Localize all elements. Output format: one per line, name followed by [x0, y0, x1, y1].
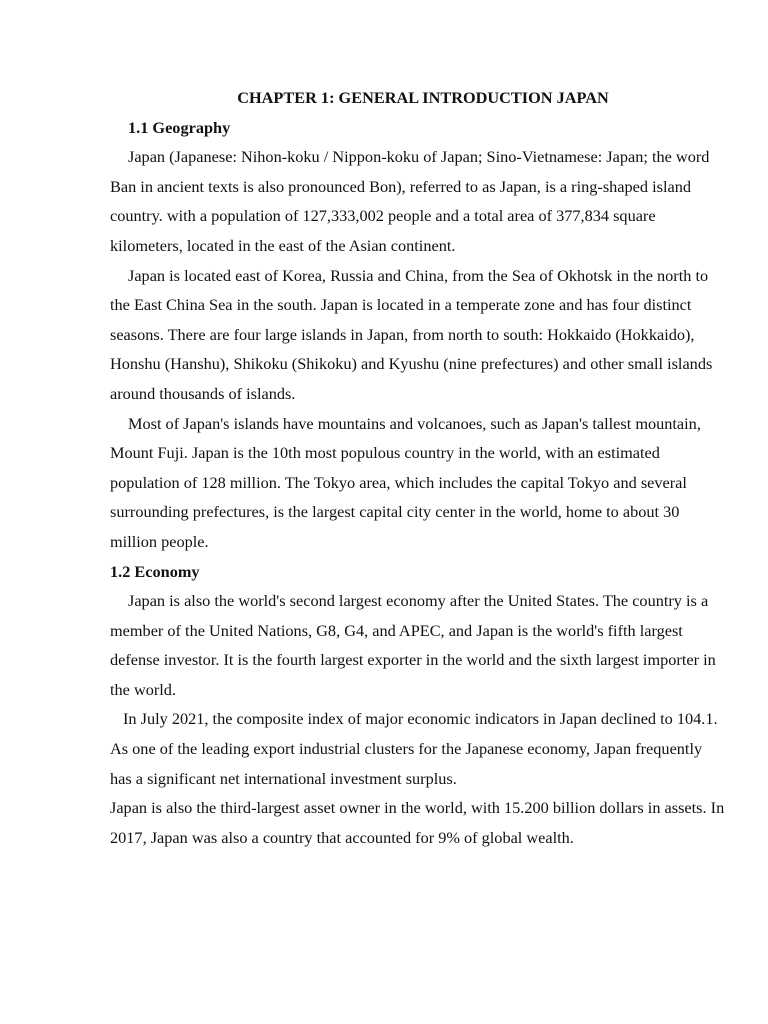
paragraph: Japan (Japanese: Nihon-koku / Nippon-koku of Japan; Sino-Vietnamese: Japan; the word Ban in ancient texts is also pronounced Bon), referred to as Japan, is a ring-shaped island country. with a population of 127,333,002 people and a total area of 377,834 square kilometers, located in the east of the Asian continent. — [110, 147, 710, 255]
section-heading-geography: 1.1 Geography — [128, 117, 231, 137]
paragraph: In July 2021, the composite index of major economic indicators in Japan declined to 104.1. As one of the leading export industrial clusters for the Japanese economy, Japan frequently has a significant net international investment surplus. — [110, 709, 718, 788]
paragraph: Japan is also the third-largest asset owner in the world, with 15.200 billion dollars in assets. In 2017, Japan was also a country that accounted for 9% of global wealth. — [110, 798, 725, 847]
section-heading-economy: 1.2 Economy — [110, 561, 200, 581]
paragraph: Most of Japan's islands have mountains and volcanoes, such as Japan's tallest mountain, Mount Fuji. Japan is the 10th most populous country in the world, with an estimated population of 128 million. The Tokyo area, which includes the capital Tokyo and several surrounding prefectures, is the largest capital city center in the world, home to about 30 million people. — [110, 413, 701, 551]
document-body — [110, 83, 726, 852]
paragraph: Japan is also the world's second largest economy after the United States. The country is a member of the United Nations, G8, G4, and APEC, and Japan is the world's fifth largest defense investor. It is the fourth largest exporter in the world and the sixth largest importer in the world. — [110, 591, 716, 699]
chapter-title: CHAPTER 1: GENERAL INTRODUCTION JAPAN — [237, 88, 609, 107]
paragraph: Japan is located east of Korea, Russia and China, from the Sea of Okhotsk in the north to the East China Sea in the south. Japan is located in a temperate zone and has four distinct seasons. There are four large islands in Japan, from north to south: Hokkaido (Hokkaido), Honshu (Hanshu), Shikoku (Shikoku) and Kyushu (nine prefectures) and other small islands around thousands of islands. — [110, 265, 713, 403]
